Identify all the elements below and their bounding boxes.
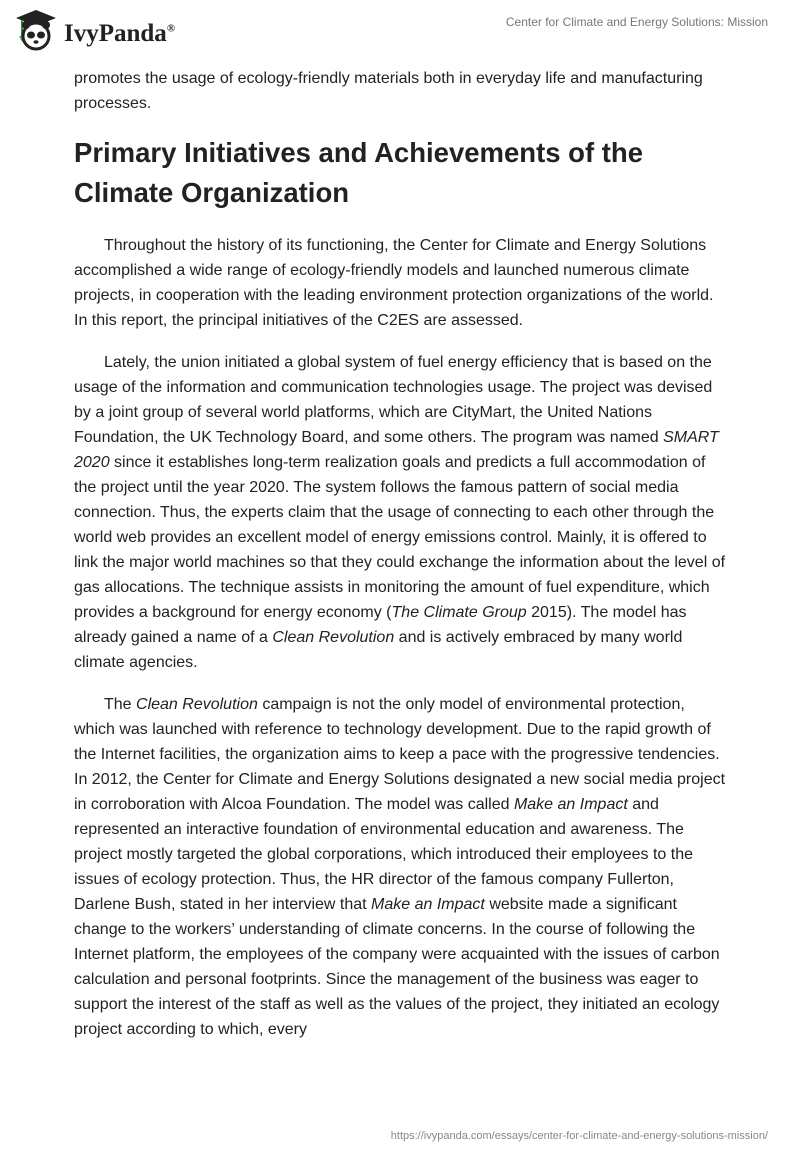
italic-text: Clean Revolution <box>272 629 395 646</box>
ivypanda-logo[interactable] <box>14 8 175 52</box>
italic-text: SMART 2020 <box>74 429 719 471</box>
paragraphs <box>74 233 730 1042</box>
body-paragraph <box>74 692 730 1042</box>
paragraph-text: The <box>104 696 137 713</box>
footer-url[interactable]: https://ivypanda.com/essays/center-for-climate-and-energy-solutions-mission/ <box>390 1130 768 1142</box>
italic-text: Make an Impact <box>513 796 628 813</box>
paragraph-text: Throughout the history of its functioning, the Center for Climate and Energy Solutions accomplished a wide range of ecology-friendly models and launched numerous climate projects, in cooperation with the leading environment protection organizations of the world. In this report, the principal initiatives of the C2ES are assessed. <box>74 237 714 329</box>
intro-paragraph-fragment: promotes the usage of ecology-friendly materials both in everyday life and manufacturing processes. <box>74 70 703 112</box>
paragraph-text: and represented an interactive foundation of environmental education and awareness. The project mostly targeted the global corporations, which introduced their employees to the issues of ecology protection. Thus, the HR director of the famous company Fullerton, Darlene Bush, stated in her interview that <box>74 796 694 913</box>
body-paragraph <box>74 350 730 675</box>
registered-mark: ® <box>166 22 176 35</box>
paragraph-text: 2015). The model has already gained a name of a <box>74 604 687 646</box>
page-header <box>0 0 800 60</box>
logo-text: IvyPanda <box>64 20 167 47</box>
paragraph-text: campaign is not the only model of environmental protection, which was launched with reference to technology development. Due to the rapid growth of the Internet facilities, the organization aims to keep a pace with the progressive tendencies. In 2012, the Center for Climate and Energy Solutions designated a new social media project in corroboration with Alcoa Foundation. The model was called <box>74 696 726 813</box>
italic-text: The Climate Group <box>391 604 527 621</box>
paragraph-text: Lately, the union initiated a global system of fuel energy efficiency that is based on the usage of the information and communication technologies usage. The project was devised by a joint group of several world platforms, which are CityMart, the United Nations Foundation, the UK Technology Board, and some others. The program was named <box>74 354 713 446</box>
body-paragraph <box>74 233 730 333</box>
paragraph-text: and is actively embraced by many world climate agencies. <box>74 629 683 671</box>
paragraph-text: since it establishes long-term realization goals and predicts a full accommodation of the project until the year 2020. The system follows the famous pattern of social media connection. Thus, the experts claim that the usage of connecting to each other through the world web provides an excellent model of energy emissions control. Mainly, it is offered to link the major world machines so that they could exchange the information about the level of gas allocations. The technique assists in monitoring the amount of fuel expenditure, which provides a background for energy economy ( <box>74 454 726 621</box>
paragraph-text: website made a significant change to the workers’ understanding of climate concerns. In the course of following the Internet platform, the employees of the company were acquainted with the issues of carbon calculation and personal footprints. Since the management of the business was eager to support the interest of the staff as well as the values of the project, they initiated an ecology project according to which, every <box>74 896 720 1038</box>
panda-graduate-icon <box>14 8 58 52</box>
section-heading: Primary Initiatives and Achievements of the Climate Organization <box>74 137 644 208</box>
essay-content <box>74 66 730 1059</box>
document-title: Center for Climate and Energy Solutions: Mission <box>505 15 768 29</box>
italic-text: Make an Impact <box>371 896 485 913</box>
italic-text: Clean Revolution <box>136 696 258 713</box>
